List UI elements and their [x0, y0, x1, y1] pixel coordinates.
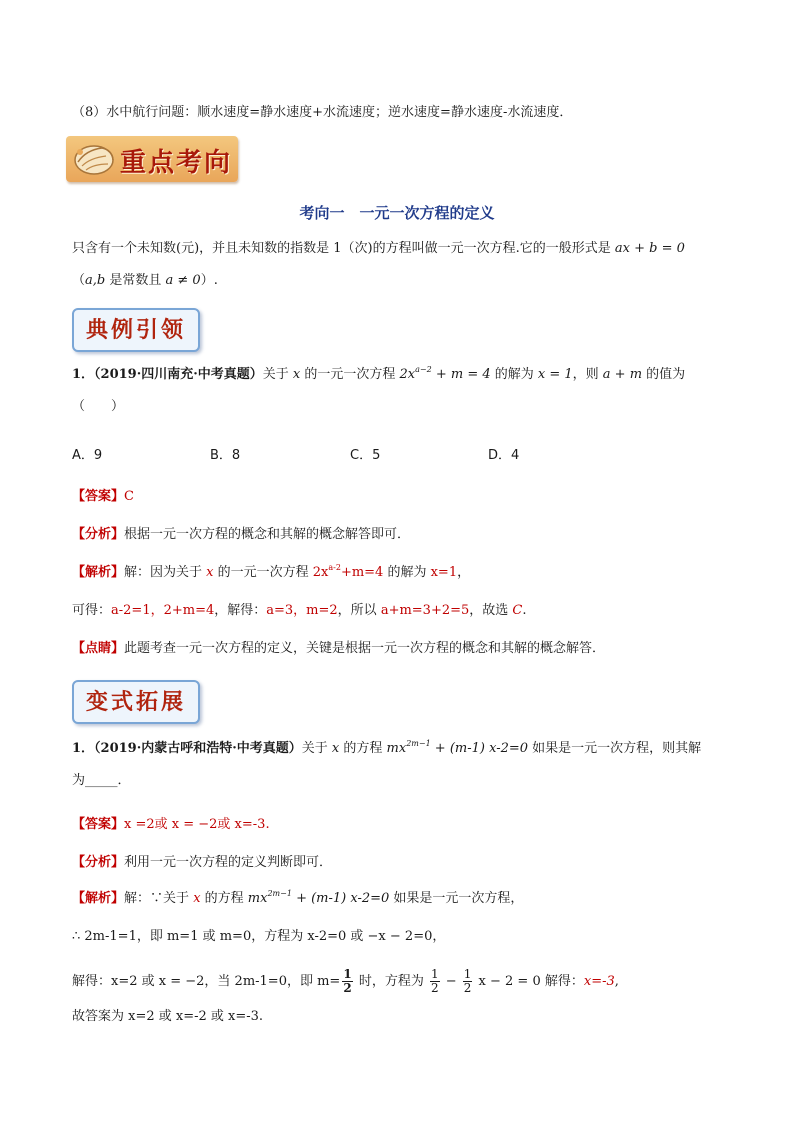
solution-value: x=1 [430, 565, 458, 580]
q-expression: a + m [602, 367, 643, 382]
solution-text: 解： [124, 891, 151, 906]
comment-tag: 【点睛】 [72, 641, 125, 656]
solution-text: ， [457, 565, 471, 580]
solution-text: 关于 [163, 891, 194, 906]
step3-text: 时，方程为 [354, 974, 428, 989]
example2-final: 故答案为 x=2 或 x=-2 或 x=-3. [72, 1009, 264, 1024]
example2-question-line2: 为_____． [72, 773, 131, 788]
q-var: x [292, 367, 301, 382]
fraction-one-half: $\frac{1}{2}$ [463, 967, 472, 995]
step3-text: , [614, 974, 619, 989]
solution-text: 的解为 [383, 565, 431, 580]
solution-text: 的一元一次方程 [213, 565, 313, 580]
solution-var: x [206, 565, 214, 580]
derive-text: ，故选 [469, 603, 513, 618]
question-source: （2019·内蒙古呼和浩特·中考真题） [94, 741, 302, 756]
solution-equation: $mx^{2m-1} + (m-1)$ x-2=0 [247, 889, 390, 906]
paren-close: ）. [200, 273, 218, 288]
definition-text: 只含有一个未知数(元)，并且未知数的指数是 1（次)的方程叫做一元一次方程.它的一般形式是 [72, 241, 611, 256]
analysis-text: 利用一元一次方程的定义判断即可． [124, 855, 333, 870]
therefore-symbol: ∴ [72, 929, 81, 944]
solution-text: 如果是一元一次方程， [389, 891, 524, 906]
variant-extension-tag: 变式拓展 [72, 680, 200, 724]
answer-value: C [124, 489, 134, 504]
step3-text: − [441, 974, 461, 989]
intro-line: （8）水中航行问题：顺水速度=静水速度+水流速度；逆水速度=静水速度-水流速度． [72, 105, 573, 120]
banner-title: 重点考向 [120, 148, 233, 178]
fraction-one-half: $\frac{1}{2}$ [343, 967, 352, 995]
option-d: D．4 [488, 448, 520, 463]
q-text: 的解为 [490, 367, 538, 382]
derive-eq: a+m=3+2=5 [380, 603, 470, 618]
analysis-tag: 【分析】 [72, 855, 125, 870]
option-a: A．9 [72, 448, 103, 463]
typical-example-tag: 典例引领 [72, 308, 200, 352]
paren-open: （ [72, 273, 86, 288]
section-title: 考向一 一元一次方程的定义 [299, 204, 495, 222]
connector-text: 是常数且 [105, 273, 166, 288]
option-c: C．5 [350, 448, 381, 463]
derive-eq: a-2=1，2+m=4 [111, 603, 215, 618]
example2-step2 [72, 928, 445, 946]
fraction-one-half: $\frac{1}{2}$ [430, 967, 439, 995]
q-text: 的一元一次方程 [300, 367, 400, 382]
step3-solution: x=-3 [583, 974, 615, 989]
q-var: x [331, 741, 340, 756]
example1-question [72, 366, 685, 384]
example2-question [72, 740, 701, 758]
definition-line-1 [72, 240, 685, 258]
definition-line-2 [72, 272, 218, 290]
derive-choice: C [512, 603, 523, 618]
example1-derivation [72, 602, 527, 620]
analysis-tag: 【分析】 [72, 527, 125, 542]
example2-solution [72, 890, 523, 908]
solution-equation: $2x^{a-2}+m=4$ [312, 563, 384, 580]
solution-tag: 【解析】 [72, 891, 125, 906]
example1-comment [72, 640, 605, 658]
solution-tag: 【解析】 [72, 565, 125, 580]
q-text: 的方程 [339, 741, 387, 756]
question-source: （2019·四川南充·中考真题） [94, 367, 263, 382]
derive-text: . [522, 603, 527, 618]
answer-value: x =2或 x = −2或 x=-3. [124, 817, 270, 832]
example1-answer [72, 488, 134, 506]
question-number: 1． [72, 741, 95, 756]
derive-text: ，所以 [337, 603, 381, 618]
key-topic-banner [66, 136, 238, 182]
example1-solution [72, 564, 470, 582]
analysis-text: 根据一元一次方程的概念和其解的概念解答即可． [124, 527, 411, 542]
derive-text: ，解得： [214, 603, 267, 618]
example1-analysis [72, 526, 410, 544]
q-text: 关于 [301, 741, 332, 756]
solution-var: x [193, 891, 201, 906]
answer-tag: 【答案】 [72, 489, 125, 504]
answer-tag: 【答案】 [72, 817, 125, 832]
q-text: 关于 [262, 367, 293, 382]
q-text: 如果是一元一次方程，则其解 [528, 741, 702, 756]
constants: a,b [85, 273, 106, 288]
q-equation: $mx^{2m-1} + (m-1)$ x-2=0 [386, 739, 529, 756]
q-text: ，则 [572, 367, 603, 382]
example2-answer [72, 816, 270, 834]
solution-text: 的方程 [200, 891, 248, 906]
step3-text: 解得：x=2 或 x = −2，当 2m-1=0，即 m= [72, 974, 341, 989]
condition: a ≠ 0 [165, 273, 201, 288]
because-symbol: ∵ [150, 891, 164, 906]
derive-eq: a=3，m=2 [266, 603, 338, 618]
step3-text: x − 2 = 0 解得： [474, 974, 584, 989]
comment-text: 此题考查一元一次方程的定义，关键是根据一元一次方程的概念和其解的概念解答． [124, 641, 606, 656]
example2-step3 [72, 968, 619, 995]
q-text: 的值为 [642, 367, 686, 382]
conch-shell-icon [72, 140, 116, 178]
q-solution: x = 1 [537, 367, 573, 382]
question-number: 1． [72, 367, 95, 382]
example2-analysis [72, 854, 332, 872]
step2-text: 2m-1=1，即 m=1 或 m=0，方程为 x-2=0 或 −x − 2=0， [80, 929, 446, 944]
general-form-formula: ax + b = 0 [614, 241, 685, 256]
answer-blank: （ ） [72, 399, 125, 414]
solution-text: 解：因为关于 [124, 565, 207, 580]
q-equation: $2x^{a-2} + m = 4$ [399, 365, 491, 382]
derive-text: 可得： [72, 603, 112, 618]
option-b: B．8 [210, 448, 241, 463]
